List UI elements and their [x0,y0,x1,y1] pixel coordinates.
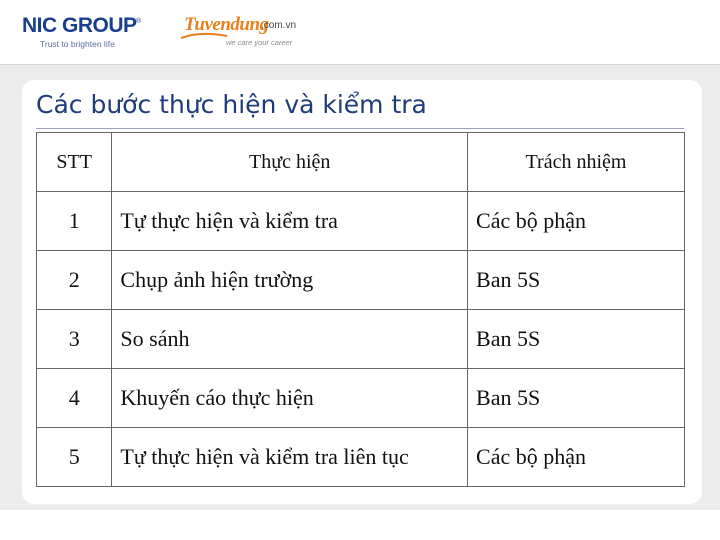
nic-group-tagline: Trust to brighten life [40,39,115,49]
cell-responsible: Ban 5S [468,369,685,428]
steps-table [36,132,685,487]
header-responsible: Trách nhiệm [468,133,685,192]
swoosh-icon [180,32,228,40]
cell-responsible: Các bộ phận [468,192,685,251]
tuvendung-tagline: we care your career [226,38,293,47]
footer-bar [0,510,720,540]
cell-responsible: Ban 5S [468,251,685,310]
tuvendung-logo [176,10,316,54]
table-row [37,310,685,369]
cell-stt: 5 [37,428,112,487]
nic-group-logo-name: NIC GROUP [22,14,137,37]
cell-stt: 3 [37,310,112,369]
cell-stt: 2 [37,251,112,310]
page-title: Các bước thực hiện và kiểm tra [36,90,427,119]
tuvendung-logo-domain: .com.vn [261,20,297,31]
header-stt: STT [37,133,112,192]
table-header-row [37,133,685,192]
nic-group-registered-mark: ® [136,18,142,25]
header-bar [0,0,720,65]
cell-stt: 1 [37,192,112,251]
table-row [37,369,685,428]
title-divider [36,128,684,129]
cell-task: Tự thực hiện và kiểm tra [112,192,468,251]
table-row [37,428,685,487]
tuvendung-logo-name: Tuvendung [184,14,269,35]
cell-responsible: Các bộ phận [468,428,685,487]
table-row [37,251,685,310]
table-row [37,192,685,251]
nic-group-logo [22,12,152,52]
cell-task: Chụp ảnh hiện trường [112,251,468,310]
cell-task: Khuyến cáo thực hiện [112,369,468,428]
header-task: Thực hiện [112,133,468,192]
cell-responsible: Ban 5S [468,310,685,369]
cell-task: Tự thực hiện và kiểm tra liên tục [112,428,468,487]
cell-task: So sánh [112,310,468,369]
cell-stt: 4 [37,369,112,428]
